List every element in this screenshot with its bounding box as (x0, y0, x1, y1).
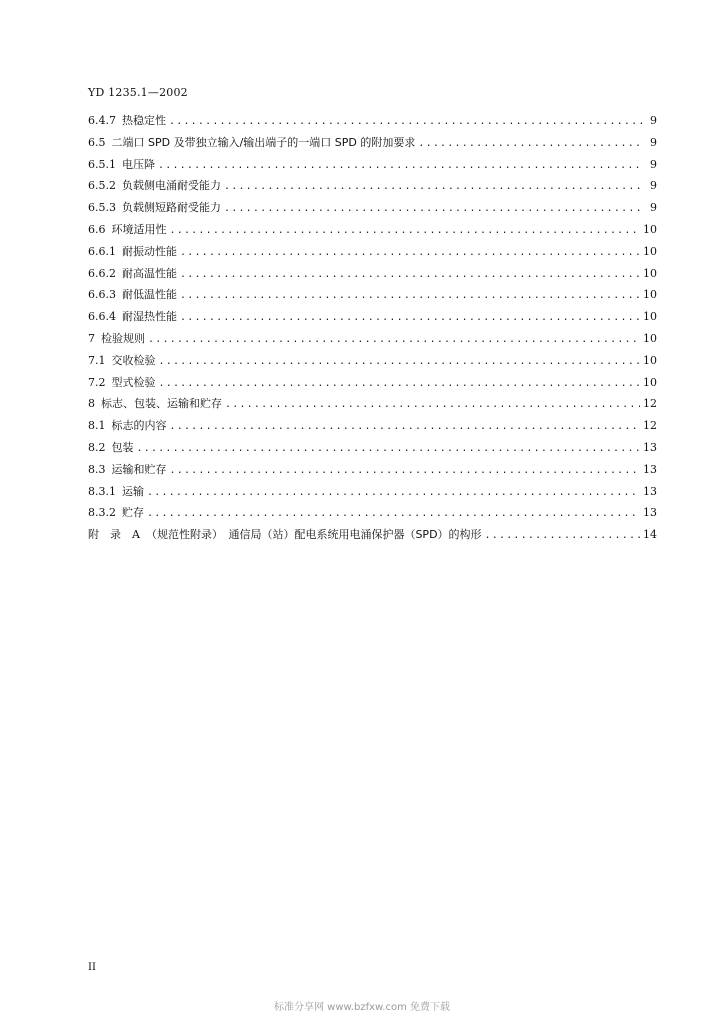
toc-entry[interactable] (88, 439, 657, 461)
toc-entry-number: 6.5 (88, 135, 106, 149)
toc-entry-number: 6.6.1 (88, 244, 116, 258)
toc-leader-dots (169, 116, 642, 127)
toc-entry[interactable] (88, 286, 657, 308)
toc-entry-page: 10 (643, 353, 657, 367)
page-number-footer: II (88, 962, 96, 973)
toc-leader-dots (147, 487, 640, 498)
toc-entry-page: 10 (643, 288, 657, 302)
toc-entry-page: 10 (643, 331, 657, 345)
toc-leader-dots (170, 421, 641, 432)
toc-entry[interactable] (88, 526, 657, 548)
table-of-contents (88, 112, 657, 548)
toc-entry-number: 8.3.1 (88, 484, 116, 498)
toc-entry-number: 6.5.1 (88, 157, 116, 171)
toc-entry-page: 9 (650, 179, 657, 193)
toc-entry-number: 8.3 (88, 462, 106, 476)
toc-entry-number: 6.6.3 (88, 288, 116, 302)
toc-entry-number: 6.6 (88, 222, 106, 236)
toc-leader-dots (159, 356, 641, 367)
toc-entry-page: 10 (643, 266, 657, 280)
toc-entry-number: 8 (88, 397, 95, 411)
toc-leader-dots (180, 290, 640, 301)
toc-entry-page: 10 (643, 222, 657, 236)
toc-entry-number: 6.5.2 (88, 179, 116, 193)
toc-entry-title: 耐高温性能 (122, 266, 177, 280)
toc-leader-dots (225, 399, 640, 410)
toc-entry[interactable] (88, 395, 657, 417)
toc-entry[interactable] (88, 483, 657, 505)
toc-entry-number: 6.6.4 (88, 310, 116, 324)
toc-entry-number: 7 (88, 331, 95, 345)
toc-entry[interactable] (88, 177, 657, 199)
toc-entry[interactable] (88, 352, 657, 374)
toc-leader-dots (147, 508, 640, 519)
toc-entry-page: 13 (643, 462, 657, 476)
toc-leader-dots (158, 160, 642, 171)
toc-leader-dots (180, 269, 640, 280)
toc-entry-title: 热稳定性 (122, 114, 166, 127)
toc-entry[interactable] (88, 330, 657, 352)
toc-entry-number: 6.6.2 (88, 266, 116, 280)
toc-entry-page: 10 (643, 244, 657, 258)
toc-leader-dots (224, 203, 642, 214)
toc-entry-title: 包装 (111, 440, 134, 454)
toc-entry-number: 6.5.3 (88, 201, 116, 215)
document-code-header: YD 1235.1—2002 (88, 86, 188, 99)
toc-entry-number: 7.2 (88, 375, 106, 389)
toc-leader-dots (170, 225, 641, 236)
toc-entry-title: 环境适用性 (111, 222, 167, 236)
toc-entry-title: 负载侧电涌耐受能力 (122, 179, 221, 193)
toc-entry-page: 10 (643, 310, 657, 324)
toc-entry[interactable] (88, 265, 657, 287)
toc-entry[interactable] (88, 461, 657, 483)
toc-entry-title: 二端口 SPD 及带独立输入/输出端子的一端口 SPD 的附加要求 (111, 135, 416, 149)
toc-entry[interactable] (88, 199, 657, 221)
toc-entry[interactable] (88, 112, 657, 134)
toc-entry-page: 9 (650, 135, 657, 149)
toc-entry-page: 9 (650, 201, 657, 215)
toc-entry-number: 8.1 (88, 419, 106, 433)
toc-entry-title: （规范性附录） 通信局（站）配电系统用电涌保护器（SPD）的构形 (145, 528, 482, 542)
toc-entry[interactable] (88, 308, 657, 330)
toc-entry[interactable] (88, 374, 657, 396)
toc-entry-title: 交收检验 (111, 353, 156, 367)
toc-entry-title: 耐振动性能 (122, 244, 177, 258)
toc-leader-dots (224, 181, 642, 192)
toc-leader-dots (180, 247, 640, 258)
toc-leader-dots (170, 465, 641, 476)
toc-leader-dots (159, 378, 641, 389)
toc-entry[interactable] (88, 134, 657, 156)
toc-entry-page: 9 (650, 114, 657, 127)
toc-entry-page: 12 (643, 397, 657, 411)
toc-entry-number: 7.1 (88, 353, 106, 367)
watermark-text: 标准分享网 www.bzfxw.com 免费下载 (274, 1002, 450, 1013)
toc-entry-title: 检验规则 (101, 331, 145, 345)
toc-entry-title: 型式检验 (111, 375, 156, 389)
toc-entry[interactable] (88, 221, 657, 243)
toc-entry-number: 6.4.7 (88, 114, 116, 127)
toc-entry-page: 10 (643, 375, 657, 389)
toc-leader-dots (137, 443, 641, 454)
toc-entry-title: 耐低温性能 (122, 288, 177, 302)
toc-entry[interactable] (88, 156, 657, 178)
toc-entry-page: 13 (643, 484, 657, 498)
toc-entry-page: 14 (643, 528, 657, 542)
toc-entry-title: 负载侧短路耐受能力 (122, 201, 221, 215)
toc-entry-number: 8.2 (88, 440, 106, 454)
toc-entry-page: 12 (643, 419, 657, 433)
toc-entry[interactable] (88, 243, 657, 265)
toc-entry-title: 运输和贮存 (111, 462, 167, 476)
toc-entry-title: 贮存 (122, 506, 144, 520)
toc-entry[interactable] (88, 417, 657, 439)
toc-entry-page: 13 (643, 506, 657, 520)
toc-entry-number: 附 录 A (88, 528, 140, 542)
toc-entry-number: 8.3.2 (88, 506, 116, 520)
toc-entry[interactable] (88, 504, 657, 526)
toc-entry-page: 9 (650, 157, 657, 171)
toc-leader-dots (180, 312, 640, 323)
toc-entry-title: 标志、包装、运输和贮存 (101, 397, 222, 411)
toc-leader-dots (418, 138, 642, 149)
toc-entry-title: 运输 (122, 484, 144, 498)
toc-entry-page: 13 (643, 440, 657, 454)
toc-entry-title: 耐湿热性能 (122, 310, 177, 324)
toc-leader-dots (148, 334, 640, 345)
toc-leader-dots (485, 530, 640, 541)
toc-entry-title: 电压降 (122, 157, 155, 171)
toc-entry-title: 标志的内容 (111, 419, 167, 433)
